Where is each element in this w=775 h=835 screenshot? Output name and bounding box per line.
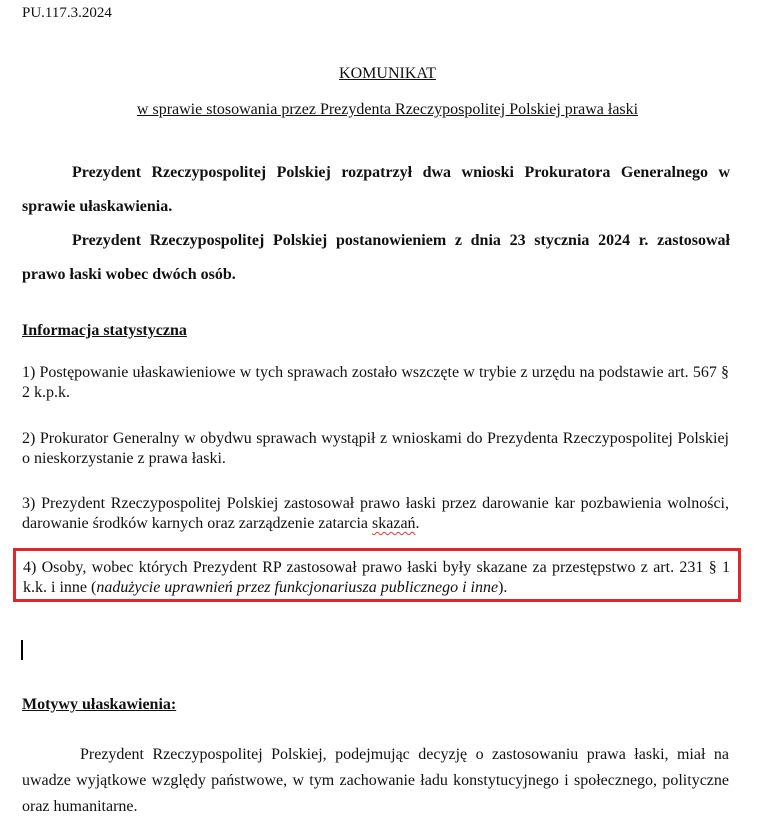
list-item-italic-text: nadużycie uprawnień przez funkcjonariusza publicznego i inne [96,579,499,596]
document-subtitle: w sprawie stosowania przez Prezydenta Rzeczypospolitej Polskiej prawa łaski [136,101,639,118]
document-title: KOMUNIKAT [339,65,436,82]
list-item-text-end: ). [498,579,508,596]
list-item: 1) Postępowanie ułaskawieniowe w tych sprawach zostało wszczęte w trybie z urzędu na podstawie art. 567 § 2 k.p.k. [22,364,729,401]
list-item: 2) Prokurator Generalny w obydwu sprawach wystąpił z wnioskami do Prezydenta Rzeczypospolitej Polskiej o nieskorzystanie z prawa łaski. [22,430,729,467]
motives-heading: Motywy ułaskawienia: [22,696,177,713]
paragraph-pardon-requests: Prezydent Rzeczypospolitej Polskiej rozpatrzył dwa wnioski Prokuratora Generalnego w sprawie ułaskawienia. [22,164,730,215]
spellcheck-marked-word[interactable]: skazań [372,515,416,532]
list-item-highlighted [23,558,730,598]
list-item [22,494,729,534]
motives-paragraph: Prezydent Rzeczypospolitej Polskiej, podejmując decyzję o zastosowaniu prawa łaski, miał na uwadze wyjątkowe względy państwowe, w tym zachowanie ładu konstytucyjnego i społecznego, polityczne oraz humanitarne. [22,746,729,815]
paragraph-pardon-decision: Prezydent Rzeczypospolitej Polskiej postanowieniem z dnia 23 stycznia 2024 r. zastosował prawo łaski wobec dwóch osób. [22,232,730,283]
list-item-text: 4) Osoby, wobec których Prezydent RP zastosował prawo łaski były skazane za przestępstwo z art. 231 § 1 k.k. i inne ( [23,559,730,596]
list-item-text-end: . [415,515,420,532]
list-item-text: 3) Prezydent Rzeczypospolitej Polskiej zastosował prawo łaski przez darowanie kar pozbawienia wolności, darowanie środków karnych oraz zarządzenie zatarcia [22,495,729,532]
text-cursor[interactable] [21,640,23,660]
statistics-heading: Informacja statystyczna [22,322,187,339]
document-reference: PU.117.3.2024 [22,5,112,21]
